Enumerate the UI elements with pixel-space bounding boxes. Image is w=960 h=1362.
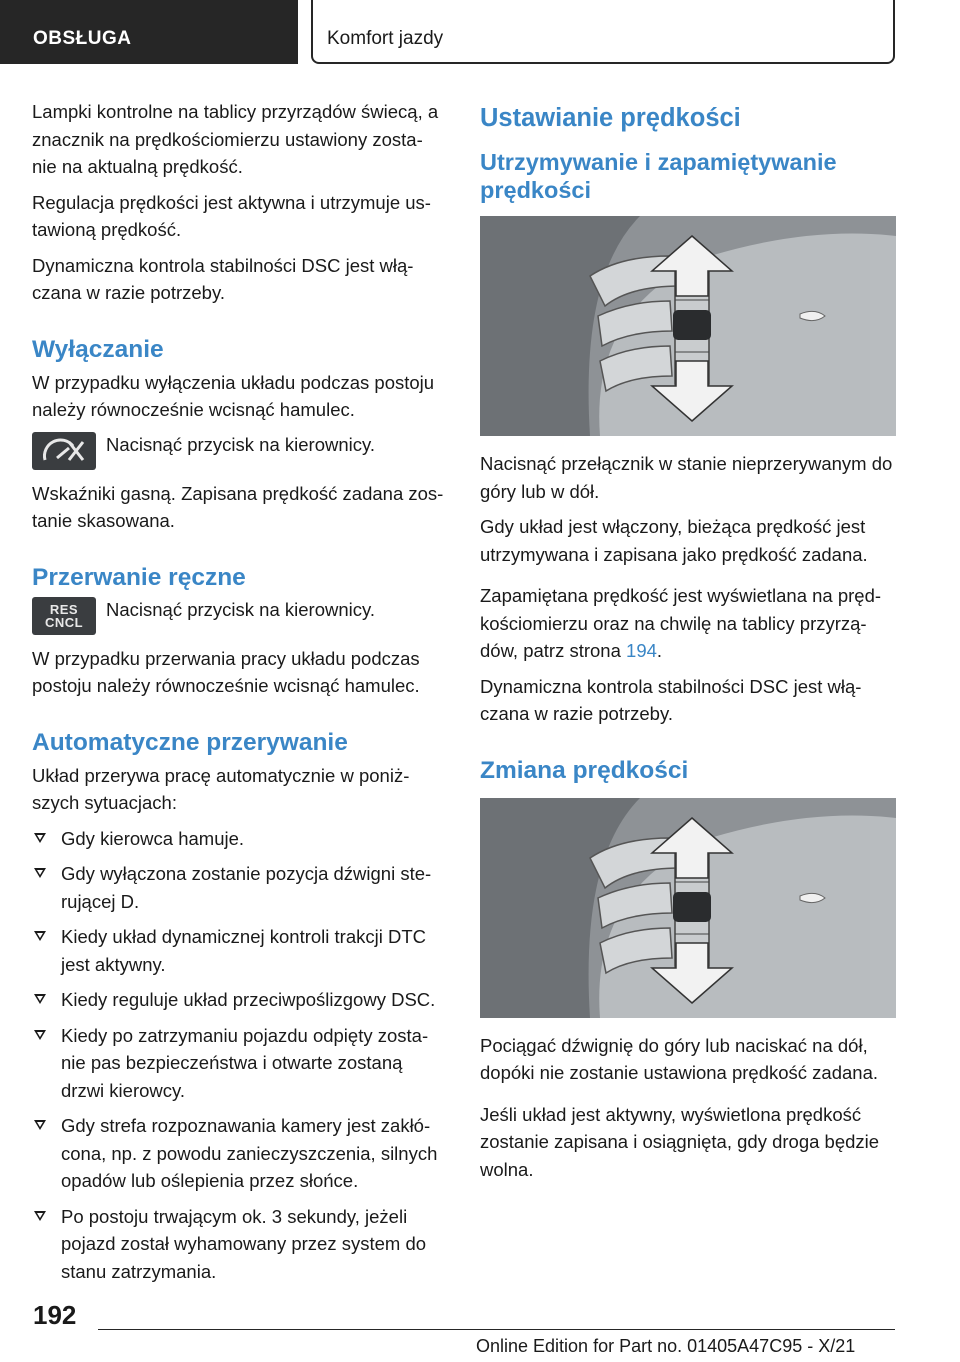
section-tab: OBSŁUGA bbox=[0, 0, 298, 64]
bullet-list bbox=[32, 825, 448, 1286]
list-item: Gdy strefa rozpoznawania kamery jest zakłó- cona, np. z powodu zanieczyszczenia, silnych opadów lub oślepienia przez słońce. bbox=[32, 1112, 448, 1195]
edition-note: Online Edition for Part no. 01405A47C95 - X/21 bbox=[476, 1336, 856, 1356]
page-link[interactable]: 194 bbox=[626, 640, 657, 661]
right-column bbox=[480, 98, 896, 1191]
footer-divider bbox=[98, 1329, 895, 1330]
paragraph: Lampki kontrolne na tablicy przyrządów świecą, a znacznik na prędkościomierzu ustawiony zosta- nie na aktualną prędkość. bbox=[32, 101, 439, 177]
heading-automatyczne: Automatyczne przerywanie bbox=[32, 728, 348, 756]
steering-wheel-rocker-image bbox=[480, 798, 896, 1018]
heading-przerwanie-reczne: Przerwanie ręczne bbox=[32, 563, 246, 591]
list-item: Kiedy układ dynamicznej kontroli trakcji DTC jest aktywny. bbox=[32, 923, 448, 978]
cruise-control-off-icon bbox=[32, 432, 96, 470]
paragraph: Wskaźniki gasną. Zapisana prędkość zadana zos- tanie skasowana. bbox=[32, 482, 444, 531]
heading-utrzymywanie: Utrzymywanie i zapamiętywanie prędkości bbox=[480, 149, 837, 203]
paragraph: Zapamiętana prędkość jest wyświetlana na pręd- kościomierzu oraz na chwilę na tablicy przyrzą- dów, patrz strona 194. bbox=[480, 585, 882, 661]
list-item: Kiedy reguluje układ przeciwpoślizgowy DSC. bbox=[32, 986, 448, 1014]
chapter-title: Komfort jazdy bbox=[311, 0, 895, 64]
paragraph: W przypadku przerwania pracy układu podczas postoju należy równocześnie wcisnąć hamulec. bbox=[32, 647, 420, 696]
paragraph: Dynamiczna kontrola stabilności DSC jest włą- czana w razie potrzeby. bbox=[480, 675, 862, 724]
list-item: Gdy kierowca hamuje. bbox=[32, 825, 448, 853]
list-item: Gdy wyłączona zostanie pozycja dźwigni ste- rującej D. bbox=[32, 860, 448, 915]
paragraph: Układ przerywa pracę automatycznie w poniż- szych sytuacjach: bbox=[32, 764, 410, 813]
paragraph: Nacisnąć przełącznik w stanie nieprzerywanym do góry lub w dół. bbox=[480, 453, 893, 502]
paragraph: Regulacja prędkości jest aktywna i utrzymuje us- tawioną prędkość. bbox=[32, 191, 431, 240]
list-item: Po postoju trwającym ok. 3 sekundy, jeżeli pojazd został wyhamowany przez system do stanu zatrzymania. bbox=[32, 1203, 448, 1286]
button-instruction bbox=[32, 597, 448, 635]
page-number: 192 bbox=[33, 1300, 77, 1330]
paragraph: W przypadku wyłączenia układu podczas postoju należy równocześnie wcisnąć hamulec. bbox=[32, 371, 435, 420]
list-item: Kiedy po zatrzymaniu pojazdu odpięty zosta- nie pas bezpieczeństwa i otwarte zostaną drzwi kierowcy. bbox=[32, 1022, 448, 1105]
button-instruction bbox=[32, 432, 448, 470]
heading-wylaczanie: Wyłączanie bbox=[32, 335, 164, 363]
paragraph: Gdy układ jest włączony, bieżąca prędkość jest utrzymywana i zapisana jako prędkość zadana. bbox=[480, 516, 868, 565]
paragraph: Dynamiczna kontrola stabilności DSC jest włą- czana w razie potrzeby. bbox=[32, 254, 414, 303]
paragraph: Jeśli układ jest aktywny, wyświetlona prędkość zostanie zapisana i osiągnięta, gdy droga będzie wolna. bbox=[480, 1103, 880, 1180]
heading-ustawianie: Ustawianie prędkości bbox=[480, 104, 741, 132]
steering-wheel-rocker-image bbox=[480, 216, 896, 436]
left-column bbox=[32, 98, 448, 1293]
res-cncl-button-icon: RES CNCL bbox=[32, 597, 96, 635]
instruction-text: Nacisnąć przycisk na kierownicy. bbox=[106, 598, 376, 620]
instruction-text: Nacisnąć przycisk na kierownicy. bbox=[106, 433, 376, 455]
heading-zmiana: Zmiana prędkości bbox=[480, 756, 689, 784]
paragraph: Pociągać dźwignię do góry lub naciskać na dół, dopóki nie zostanie ustawiona prędkość zadana. bbox=[480, 1034, 879, 1083]
